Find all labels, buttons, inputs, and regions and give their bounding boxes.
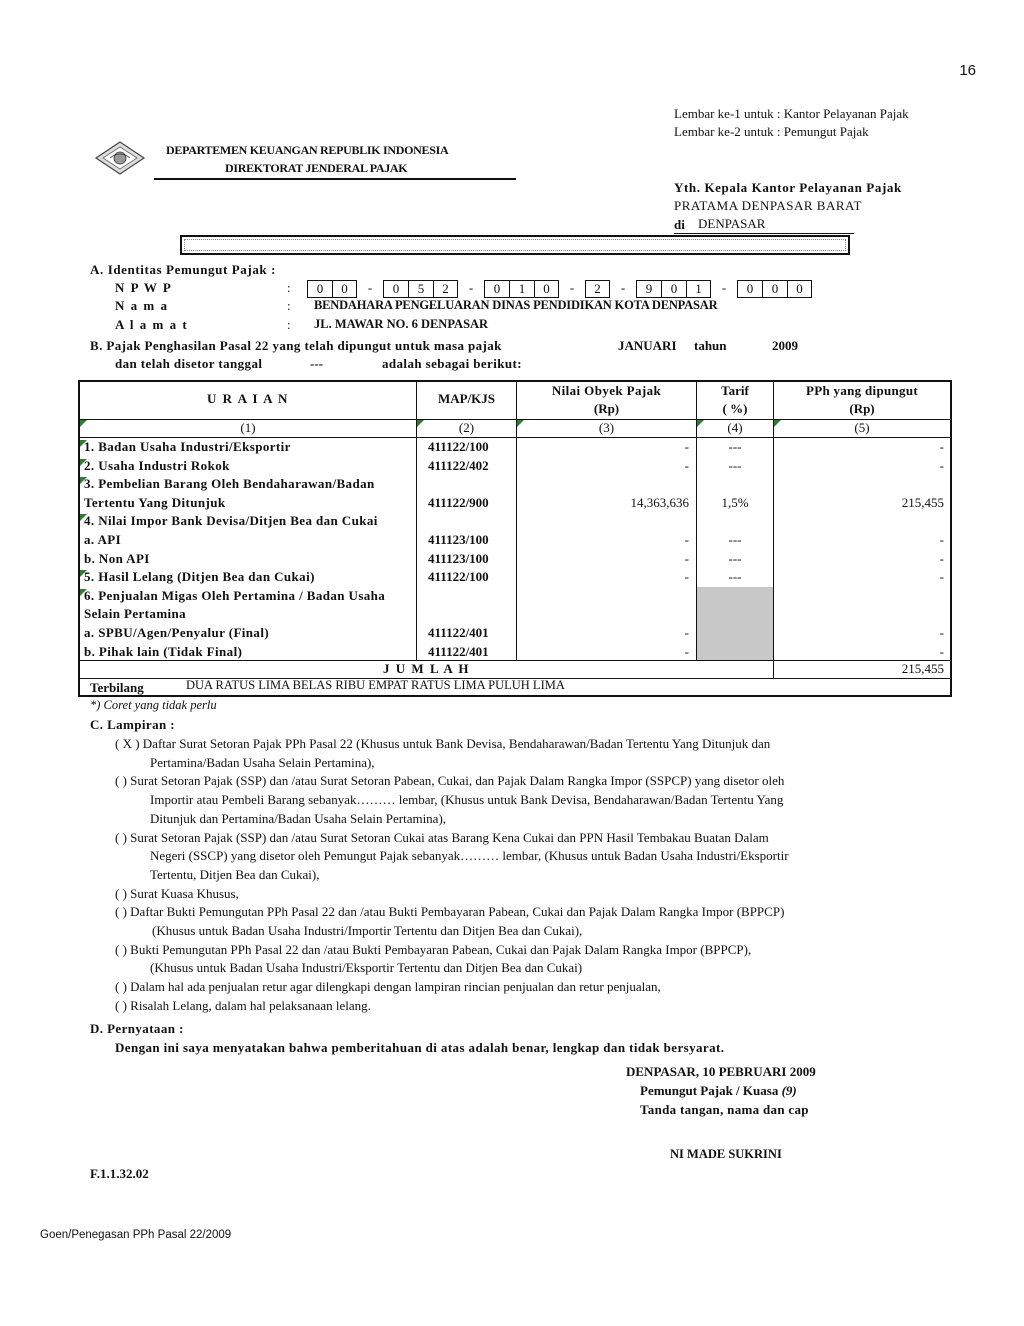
row-map: 411122/100 — [428, 569, 489, 585]
npwp-separator: - — [367, 280, 373, 295]
section-a-title: A. Identitas Pemungut Pajak : — [90, 262, 277, 277]
npwp-digit: 0 — [484, 280, 509, 298]
alamat-label: A l a m a t — [115, 317, 189, 332]
npwp-digit: 1 — [686, 280, 711, 298]
row-nilai: - — [684, 439, 689, 454]
signature-role-note: (9) — [781, 1083, 797, 1098]
npwp-digit: 0 — [737, 280, 762, 298]
row-pph: - — [939, 439, 944, 454]
row-nilai: - — [684, 569, 689, 585]
row-tarif: --- — [728, 550, 742, 566]
npwp-digit-boxes — [307, 280, 812, 298]
header-tarif-1: Tarif — [721, 383, 749, 398]
npwp-digit: 2 — [585, 280, 610, 298]
signature-place-date: DENPASAR, 10 PEBRUARI 2009 — [626, 1064, 816, 1079]
section-d-title: D. Pernyataan : — [90, 1021, 184, 1036]
npwp-label: N P W P — [115, 280, 173, 295]
lampiran-line: ( ) Daftar Bukti Pemungutan PPh Pasal 22 dan /atau Bukti Pembayaran Pabean, Cukai dan Pajak Dalam Rangka Impor (BPPCP) — [115, 904, 785, 920]
footer-text: Goen/Penegasan PPh Pasal 22/2009 — [40, 1229, 232, 1241]
npwp-digit: 9 — [636, 280, 661, 298]
row-tarif: --- — [728, 457, 742, 473]
lampiran-line: Ditunjuk dan Pertamina/Badan Usaha Selain Pertamina), — [150, 810, 447, 826]
row-map: 411122/900 — [428, 494, 489, 510]
row-pph: - — [939, 457, 944, 473]
npwp-separator: - — [620, 280, 626, 295]
recipient-yth: Yth. Kepala Kantor Pelayanan Pajak — [674, 180, 902, 195]
npwp-separator: - — [468, 280, 474, 295]
cell-marker — [80, 514, 87, 521]
signature-instruction: Tanda tangan, nama dan cap — [640, 1102, 809, 1117]
npwp-digit: 0 — [534, 280, 559, 298]
row-tarif: --- — [728, 532, 742, 547]
section-b-tahun-label: tahun — [694, 338, 727, 353]
row-nilai: 14,363,636 — [630, 494, 689, 510]
lembar-line-1: Lembar ke-1 untuk : Kantor Pelayanan Pajak — [674, 106, 909, 121]
terbilang-label: Terbilang — [90, 680, 144, 695]
row-nilai: - — [684, 550, 689, 566]
row-uraian: 1. Badan Usaha Industri/Eksportir — [84, 439, 291, 454]
colnum-5: (5) — [854, 420, 870, 435]
cell-marker — [80, 589, 87, 596]
npwp-digit: 0 — [383, 280, 408, 298]
recipient-di-label: di — [674, 217, 685, 232]
lampiran-line: ( ) Bukti Pemungutan PPh Pasal 22 dan /atau Bukti Pembayaran Pabean, Cukai dan Pajak Dalam Rangka Impor (BPPCP), — [115, 941, 752, 957]
npwp-colon: : — [287, 280, 291, 295]
lampiran-line: Tertentu, Ditjen Bea dan Cukai), — [150, 866, 320, 882]
row-nilai: - — [684, 532, 689, 547]
cell-marker — [80, 570, 87, 577]
row-uraian: 5. Hasil Lelang (Ditjen Bea dan Cukai) — [84, 569, 315, 585]
terbilang-value: DUA RATUS LIMA BELAS RIBU EMPAT RATUS LIMA PULUH LIMA — [186, 678, 565, 692]
row-uraian: b. Non API — [84, 550, 150, 566]
header-underline — [154, 178, 516, 180]
npwp-digit: 2 — [433, 280, 458, 298]
section-b-bulan: JANUARI — [618, 338, 677, 353]
nama-colon: : — [287, 298, 291, 313]
signature-role — [640, 1083, 797, 1099]
lampiran-line: ( X ) Daftar Surat Setoran Pajak PPh Pasal 22 (Khusus untuk Bank Devisa, Bendaharawan/Badan Tertentu Yang Ditunjuk dan — [115, 736, 771, 751]
row-uraian: 4. Nilai Impor Bank Devisa/Ditjen Bea dan Cukai — [84, 513, 378, 529]
header-pph-2: (Rp) — [849, 401, 875, 416]
row-pph: - — [939, 532, 944, 547]
row-uraian: 6. Penjualan Migas Oleh Pertamina / Badan Usaha — [84, 587, 386, 603]
row-tarif: --- — [728, 569, 742, 585]
npwp-digit: 0 — [332, 280, 357, 298]
npwp-digit: 0 — [307, 280, 332, 298]
header-tarif-2: ( %) — [722, 401, 748, 416]
row-uraian: 2. Usaha Industri Rokok — [84, 457, 230, 473]
lembar-line-2: Lembar ke-2 untuk : Pemungut Pajak — [674, 124, 869, 139]
tax-table — [78, 380, 952, 697]
npwp-separator: - — [721, 280, 727, 295]
nama-label: N a m a — [115, 298, 169, 313]
recipient-underline — [674, 233, 854, 234]
lampiran-line: ( ) Dalam hal ada penjualan retur agar dilengkapi dengan lampiran rincian penjualan dan retur penjualan, — [115, 979, 661, 995]
header-map: MAP/KJS — [437, 391, 496, 406]
row-uraian: b. Pihak lain (Tidak Final) — [84, 643, 243, 659]
npwp-digit: 1 — [509, 280, 534, 298]
row-tarif: --- — [728, 439, 742, 454]
coret-note: *) Coret yang tidak perlu — [90, 698, 217, 712]
colnum-1: (1) — [240, 420, 256, 435]
cell-marker — [80, 477, 87, 484]
row-uraian: 3. Pembelian Barang Oleh Bendaharawan/Badan — [84, 476, 375, 492]
header-nilai-1: Nilai Obyek Pajak — [551, 383, 662, 398]
cell-marker — [80, 440, 87, 447]
garuda-emblem-icon — [94, 140, 146, 180]
lampiran-line: ( ) Surat Setoran Pajak (SSP) dan /atau Surat Setoran Pabean, Cukai, dan Pajak Dalam Rangka Impor (SSPCP) yang disetor oleh — [115, 773, 785, 789]
row-map: 411122/401 — [428, 625, 489, 640]
signature-role-text: Pemungut Pajak / Kuasa — [640, 1083, 779, 1098]
lampiran-line: (Khusus untuk Badan Usaha Industri/Importir Tertentu dan Ditjen Bea dan Cukai), — [152, 923, 583, 938]
row-map: 411123/100 — [428, 550, 489, 566]
row-pph: - — [939, 569, 944, 585]
row-uraian: a. SPBU/Agen/Penyalur (Final) — [84, 625, 270, 640]
cell-marker — [80, 459, 87, 466]
header-frame-bar — [180, 235, 850, 255]
row-nilai: - — [684, 625, 689, 640]
lampiran-line: ( ) Surat Kuasa Khusus, — [115, 885, 239, 901]
jumlah-value: 215,455 — [901, 661, 944, 676]
lampiran-line: Importir atau Pembeli Barang sebanyak……… lembar, (Khusus untuk Bank Devisa, Bendaharawan/Badan Tertentu Yang — [150, 792, 784, 808]
tarif-shaded-area — [697, 587, 773, 660]
lampiran-line: ( ) Risalah Lelang, dalam hal pelaksanaan lelang. — [115, 997, 371, 1013]
row-map: 411122/402 — [428, 457, 489, 473]
row-pph: - — [939, 625, 944, 640]
npwp-digit: 0 — [762, 280, 787, 298]
row-pph: - — [939, 550, 944, 566]
form-code: F.1.1.32.02 — [90, 1166, 149, 1181]
row-map: 411122/100 — [428, 439, 489, 454]
nama-value: BENDAHARA PENGELUARAN DINAS PENDIDIKAN KOTA DENPASAR — [314, 298, 718, 312]
section-b-line1: B. Pajak Penghasilan Pasal 22 yang telah dipungut untuk masa pajak — [90, 338, 502, 353]
npwp-digit: 0 — [787, 280, 812, 298]
colnum-3: (3) — [598, 420, 615, 435]
lampiran-line: Negeri (SSCP) yang disetor oleh Pemungut Pajak sebanyak……… lembar, (Khusus untuk Badan Usaha Industri/Eksportir — [150, 848, 789, 864]
npwp-separator: - — [569, 280, 575, 295]
colnum-2: (2) — [458, 420, 475, 435]
section-b-tahun: 2009 — [772, 338, 798, 353]
row-map: 411123/100 — [428, 532, 489, 547]
recipient-office: PRATAMA DENPASAR BARAT — [674, 198, 862, 213]
row-uraian: Tertentu Yang Ditunjuk — [84, 494, 226, 510]
row-nilai: - — [684, 457, 689, 473]
department-title: DEPARTEMEN KEUANGAN REPUBLIK INDONESIA — [166, 143, 449, 157]
recipient-city: DENPASAR — [698, 216, 766, 231]
colnum-4: (4) — [727, 420, 743, 435]
header-nilai-2: (Rp) — [593, 401, 620, 416]
signature-name: NI MADE SUKRINI — [670, 1147, 782, 1161]
page-number: 16 — [959, 62, 976, 79]
row-uraian: a. API — [84, 532, 122, 547]
npwp-digit: 5 — [408, 280, 433, 298]
row-tarif: 1,5% — [721, 494, 749, 510]
lampiran-line: Pertamina/Badan Usaha Selain Pertamina), — [150, 754, 375, 770]
alamat-value: JL. MAWAR NO. 6 DENPASAR — [314, 317, 489, 331]
npwp-digit: 0 — [661, 280, 686, 298]
alamat-colon: : — [287, 317, 291, 332]
section-b-line2-end: adalah sebagai berikut: — [382, 356, 522, 371]
lampiran-line: ( ) Surat Setoran Pajak (SSP) dan /atau Surat Setoran Cukai atas Barang Kena Cukai dan PPN Hasil Tembakau Buatan Dalam — [115, 829, 769, 845]
jumlah-label: J U M L A H — [383, 661, 470, 676]
row-map: 411122/401 — [428, 643, 489, 659]
row-pph: 215,455 — [901, 494, 944, 510]
section-d-statement: Dengan ini saya menyatakan bahwa pemberitahuan di atas adalah benar, lengkap dan tidak bersyarat. — [115, 1040, 725, 1055]
lampiran-line: (Khusus untuk Badan Usaha Industri/Eksportir Tertentu dan Ditjen Bea dan Cukai) — [150, 960, 583, 976]
header-uraian: U R A I A N — [207, 391, 289, 406]
row-nilai: - — [684, 643, 689, 659]
header-pph-1: PPh yang dipungut — [805, 383, 919, 398]
row-uraian: Selain Pertamina — [84, 606, 187, 622]
section-b-tanggal: --- — [310, 356, 323, 371]
directorate-title: DIREKTORAT JENDERAL PAJAK — [225, 161, 408, 175]
section-b-line2: dan telah disetor tanggal — [115, 356, 263, 371]
row-pph: - — [939, 643, 944, 659]
section-c-title: C. Lampiran : — [90, 717, 176, 732]
